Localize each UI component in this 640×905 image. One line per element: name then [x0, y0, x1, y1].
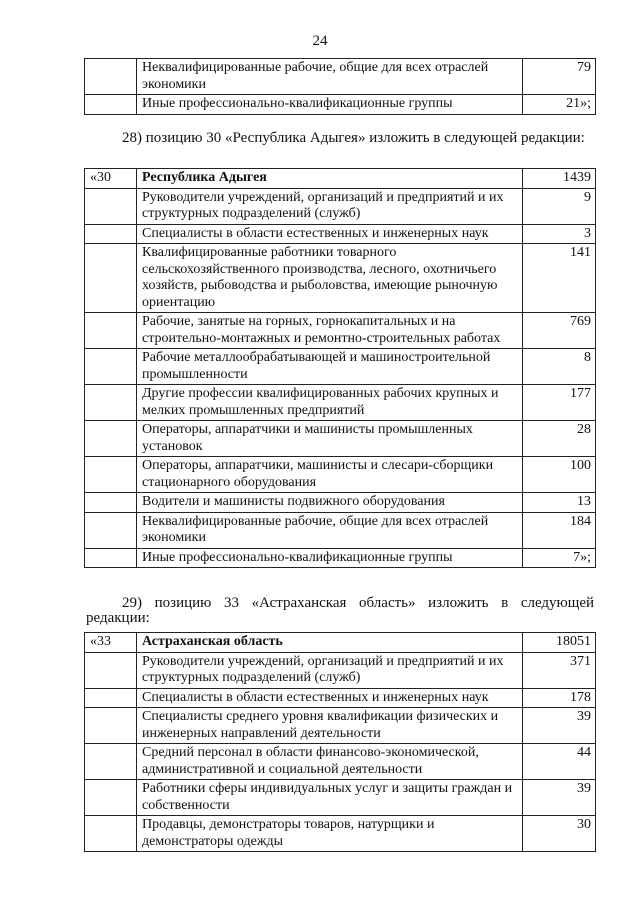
name-cell: Специалисты среднего уровня квалификации физических и инженерных направлений деятельности: [137, 708, 523, 744]
name-cell: Руководители учреждений, организаций и предприятий и их структурных подразделений (служб): [137, 188, 523, 224]
name-cell: Операторы, аппаратчики, машинисты и слесари-сборщики стационарного оборудования: [137, 457, 523, 493]
code-cell: [85, 95, 137, 115]
paragraph-29-text: 29) позицию 33 «Астраханская область» изложить в следующей редакции:: [86, 595, 594, 626]
page-number: 24: [312, 33, 328, 49]
code-cell: [85, 244, 137, 313]
table-row: [85, 244, 596, 313]
table-row: [85, 744, 596, 780]
table-row: [85, 457, 596, 493]
value-cell: 21»;: [523, 95, 596, 115]
region-row: [85, 633, 596, 653]
name-cell: Рабочие, занятые на горных, горнокапитальных и на строительно-монтажных и ремонтно-строительных работах: [137, 313, 523, 349]
value-cell: 141: [523, 244, 596, 313]
code-cell: [85, 688, 137, 708]
paragraph-28-text: 28) позицию 30 «Республика Адыгея» изложить в следующей редакции:: [122, 130, 585, 146]
region-row: [85, 169, 596, 189]
table-row: [85, 385, 596, 421]
name-cell: Астраханская область: [137, 633, 523, 653]
value-cell: 177: [523, 385, 596, 421]
table-row: [85, 349, 596, 385]
name-cell: Руководители учреждений, организаций и предприятий и их структурных подразделений (служб): [137, 652, 523, 688]
table-row: [85, 708, 596, 744]
value-cell: 1439: [523, 169, 596, 189]
astrakhan-table: [84, 632, 596, 852]
table-row: [85, 512, 596, 548]
table-row: [85, 652, 596, 688]
adygea-table: [84, 168, 596, 568]
value-cell: 30: [523, 816, 596, 852]
value-cell: 39: [523, 780, 596, 816]
name-cell: Квалифицированные работники товарного сельскохозяйственного производства, лесного, охотничьего хозяйств, рыбоводства и рыболовства, имеющие рыночную ориентацию: [137, 244, 523, 313]
name-cell: Иные профессионально-квалификационные группы: [137, 95, 523, 115]
value-cell: 13: [523, 493, 596, 513]
value-cell: 28: [523, 421, 596, 457]
value-cell: 184: [523, 512, 596, 548]
code-cell: [85, 780, 137, 816]
code-cell: [85, 224, 137, 244]
table-row: [85, 188, 596, 224]
value-cell: 18051: [523, 633, 596, 653]
name-cell: Специалисты в области естественных и инженерных наук: [137, 224, 523, 244]
table-row: [85, 548, 596, 568]
code-cell: [85, 816, 137, 852]
code-cell: [85, 188, 137, 224]
name-cell: Продавцы, демонстраторы товаров, натурщики и демонстраторы одежды: [137, 816, 523, 852]
code-cell: «30: [85, 169, 137, 189]
value-cell: 8: [523, 349, 596, 385]
table-row: [85, 780, 596, 816]
code-cell: [85, 512, 137, 548]
table-row: [85, 421, 596, 457]
code-cell: [85, 744, 137, 780]
value-cell: 79: [523, 59, 596, 95]
table-row: [85, 224, 596, 244]
code-cell: [85, 548, 137, 568]
code-cell: [85, 493, 137, 513]
table-row: [85, 313, 596, 349]
value-cell: 371: [523, 652, 596, 688]
name-cell: Средний персонал в области финансово-экономической, административной и социальной деятельности: [137, 744, 523, 780]
name-cell: Работники сферы индивидуальных услуг и защиты граждан и собственности: [137, 780, 523, 816]
code-cell: [85, 652, 137, 688]
name-cell: Республика Адыгея: [137, 169, 523, 189]
name-cell: Иные профессионально-квалификационные группы: [137, 548, 523, 568]
code-cell: [85, 59, 137, 95]
table-row: [85, 688, 596, 708]
code-cell: [85, 708, 137, 744]
value-cell: 100: [523, 457, 596, 493]
name-cell: Водители и машинисты подвижного оборудования: [137, 493, 523, 513]
table-row: [85, 59, 596, 95]
name-cell: Операторы, аппаратчики и машинисты промышленных установок: [137, 421, 523, 457]
value-cell: 44: [523, 744, 596, 780]
value-cell: 9: [523, 188, 596, 224]
paragraph-29: [86, 596, 594, 626]
name-cell: Специалисты в области естественных и инженерных наук: [137, 688, 523, 708]
value-cell: 39: [523, 708, 596, 744]
paragraph-28: [86, 131, 594, 146]
name-cell: Другие профессии квалифицированных рабочих крупных и мелких промышленных предприятий: [137, 385, 523, 421]
value-cell: 769: [523, 313, 596, 349]
code-cell: [85, 457, 137, 493]
table-row: [85, 95, 596, 115]
value-cell: 178: [523, 688, 596, 708]
table-row: [85, 816, 596, 852]
value-cell: 7»;: [523, 548, 596, 568]
value-cell: 3: [523, 224, 596, 244]
code-cell: [85, 313, 137, 349]
name-cell: Неквалифицированные рабочие, общие для всех отраслей экономики: [137, 59, 523, 95]
code-cell: [85, 421, 137, 457]
code-cell: «33: [85, 633, 137, 653]
name-cell: Неквалифицированные рабочие, общие для всех отраслей экономики: [137, 512, 523, 548]
code-cell: [85, 349, 137, 385]
continuation-table: [84, 58, 596, 115]
code-cell: [85, 385, 137, 421]
table-row: [85, 493, 596, 513]
name-cell: Рабочие металлообрабатывающей и машиностроительной промышленности: [137, 349, 523, 385]
